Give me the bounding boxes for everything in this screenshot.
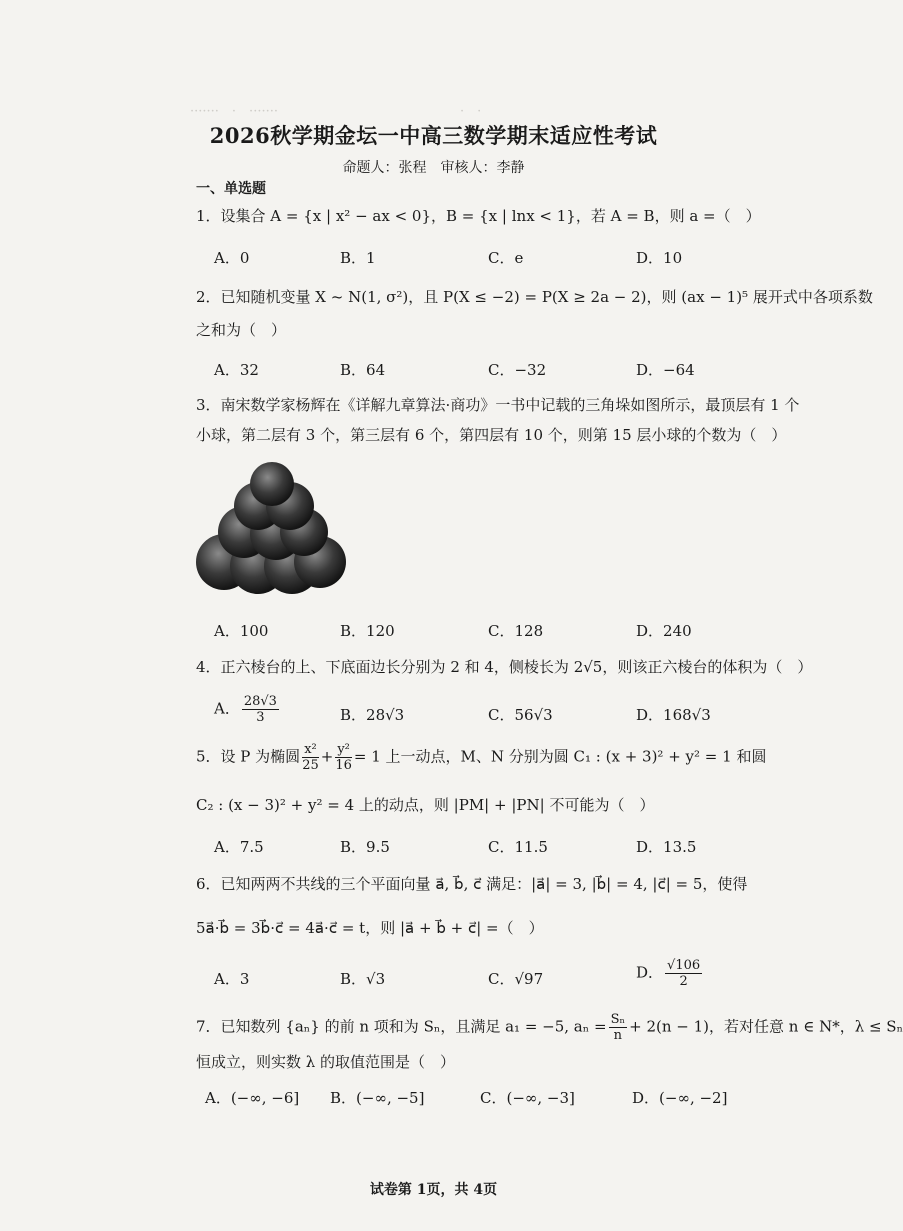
q7-stem-part2: + 2(n − 1)，若对任意 n ∈ N*，λ ≤ Sₙ	[629, 1017, 903, 1036]
q4-option-a	[214, 694, 281, 725]
q3-option-c: C．128	[488, 622, 544, 640]
q7-fraction	[609, 1012, 628, 1043]
fraction-denominator: 16	[335, 758, 352, 773]
q4-option-a-fraction	[242, 694, 279, 725]
q1-option-a: A．0	[214, 249, 250, 267]
q4-option-d: D．168√3	[636, 706, 711, 724]
q4-option-c: C．56√3	[488, 706, 553, 724]
q2-option-c: C．−32	[488, 361, 547, 379]
authors-line: 命题人：张程 审核人：李静	[342, 160, 525, 176]
question-4-stem: 4．正六棱台的上、下底面边长分别为 2 和 4，侧棱长为 2√5，则该正六棱台的体积为（ ）	[196, 658, 813, 676]
q7-option-d: D．(−∞, −2]	[632, 1089, 728, 1107]
q5-option-d: D．13.5	[636, 838, 697, 856]
fraction-numerator: y²	[337, 742, 350, 757]
q6-option-d-label: D．	[636, 963, 664, 982]
question-7-stem-line1	[196, 1012, 903, 1043]
question-2-stem-line2: 之和为（ ）	[196, 321, 287, 339]
question-6-stem-line1: 6．已知两两不共线的三个平面向量 a⃗, b⃗, c⃗ 满足：|a⃗| = 3, |b⃗| = 4, |c⃗| = 5，使得	[196, 875, 748, 893]
question-3-stem-line1: 3．南宋数学家杨辉在《详解九章算法·商功》一书中记载的三角垛如图所示，最顶层有 1 个	[196, 396, 800, 414]
q3-option-a: A．100	[214, 622, 269, 640]
page-footer: 试卷第 1页，共 4页	[369, 1182, 498, 1198]
q1-option-b: B．1	[340, 249, 376, 267]
triangular-ball-stack-image	[196, 462, 346, 597]
q6-option-c: C．√97	[488, 970, 544, 988]
q2-option-a: A．32	[214, 361, 259, 379]
q5-stem-part1: 5．设 P 为椭圆	[196, 747, 301, 766]
q5-fraction-y	[335, 742, 352, 773]
q5-option-a: A．7.5	[214, 838, 264, 856]
fraction-denominator: 25	[302, 758, 319, 773]
fraction-denominator: n	[613, 1028, 623, 1043]
q6-option-a: A．3	[214, 970, 250, 988]
q5-plus-sign: +	[320, 747, 334, 766]
fraction-numerator: Sₙ	[610, 1012, 626, 1027]
bleed-through-text: ······· · ······· · ·	[190, 104, 482, 119]
q5-fraction-x	[302, 742, 319, 773]
q5-option-c: C．11.5	[488, 838, 548, 856]
q2-option-b: B．64	[340, 361, 386, 379]
fraction-numerator: 28√3	[243, 694, 277, 709]
section-heading: 一、单选题	[196, 181, 266, 197]
q7-stem-part1: 7．已知数列 {aₙ} 的前 n 项和为 Sₙ，且满足 a₁ = −5, aₙ =	[196, 1017, 607, 1036]
q2-option-d: D．−64	[636, 361, 695, 379]
q6-option-d	[636, 958, 704, 989]
page-title: 2026秋学期金坛一中高三数学期末适应性考试	[209, 123, 658, 148]
q5-option-b: B．9.5	[340, 838, 390, 856]
fraction-numerator: x²	[304, 742, 317, 757]
q4-option-a-label: A．	[214, 699, 240, 718]
q3-option-d: D．240	[636, 622, 692, 640]
question-7-stem-line2: 恒成立，则实数 λ 的取值范围是（ ）	[196, 1053, 456, 1071]
q6-option-d-fraction	[665, 958, 702, 989]
q3-option-b: B．120	[340, 622, 395, 640]
q6-option-b: B．√3	[340, 970, 386, 988]
question-2-stem-line1: 2．已知随机变量 X ~ N(1, σ²)，且 P(X ≤ −2) = P(X ≥ 2a − 2)，则 (ax − 1)⁵ 展开式中各项系数	[196, 288, 873, 306]
q7-option-a: A．(−∞, −6]	[205, 1089, 300, 1107]
q7-option-b: B．(−∞, −5]	[330, 1089, 425, 1107]
q7-option-c: C．(−∞, −3]	[480, 1089, 575, 1107]
q4-option-b: B．28√3	[340, 706, 405, 724]
fraction-denominator: 2	[679, 974, 688, 989]
q5-stem-part2: = 1 上一动点，M、N 分别为圆 C₁ : (x + 3)² + y² = 1 和圆	[353, 747, 767, 766]
question-1-stem: 1．设集合 A = {x | x² − ax < 0}，B = {x | lnx < 1}，若 A = B，则 a =（ ）	[196, 207, 761, 225]
question-5-stem-line2: C₂ : (x − 3)² + y² = 4 上的动点，则 |PM| + |PN| 不可能为（ ）	[196, 796, 655, 814]
fraction-denominator: 3	[256, 710, 265, 725]
question-5-stem-line1	[196, 742, 766, 773]
fraction-numerator: √106	[667, 958, 701, 973]
question-6-stem-line2: 5a⃗·b⃗ = 3b⃗·c⃗ = 4a⃗·c⃗ = t，则 |a⃗ + b⃗ + c⃗| =（ ）	[196, 919, 544, 937]
question-3-stem-line2: 小球，第二层有 3 个，第三层有 6 个，第四层有 10 个，则第 15 层小球的个数为（ ）	[196, 426, 787, 444]
q1-option-d: D．10	[636, 249, 683, 267]
q1-option-c: C．e	[488, 249, 524, 267]
